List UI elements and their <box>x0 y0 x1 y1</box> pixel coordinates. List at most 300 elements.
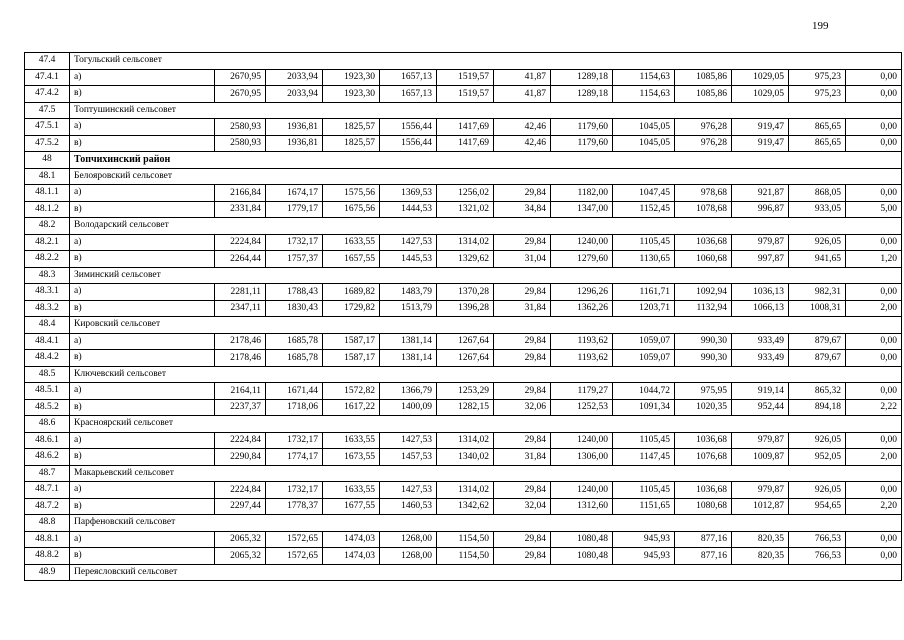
row-label: в) <box>70 399 215 416</box>
value-cell: 1252,53 <box>551 399 613 416</box>
value-cell: 1080,48 <box>551 548 613 565</box>
value-cell: 1757,37 <box>266 251 323 268</box>
table-row <box>25 383 902 400</box>
value-cell: 29,84 <box>494 185 551 202</box>
value-cell: 1657,55 <box>323 251 380 268</box>
value-cell: 1147,45 <box>613 449 675 466</box>
value-cell: 1381,14 <box>380 333 437 350</box>
value-cell: 919,47 <box>732 119 789 136</box>
value-cell: 1036,68 <box>675 482 732 499</box>
section-row <box>25 465 902 482</box>
value-cell: 0,00 <box>846 119 902 136</box>
row-label: в) <box>70 300 215 317</box>
settlement-name: Макарьевский сельсовет <box>70 465 902 482</box>
row-code: 48.8.1 <box>25 531 70 548</box>
value-cell: 2264,44 <box>215 251 266 268</box>
value-cell: 926,05 <box>789 482 846 499</box>
value-cell: 820,35 <box>732 531 789 548</box>
row-label: в) <box>70 449 215 466</box>
table-row <box>25 482 902 499</box>
value-cell: 1513,79 <box>380 300 437 317</box>
value-cell: 1689,82 <box>323 284 380 301</box>
value-cell: 1193,62 <box>551 333 613 350</box>
value-cell: 1370,28 <box>437 284 494 301</box>
value-cell: 2166,84 <box>215 185 266 202</box>
value-cell: 1267,64 <box>437 350 494 367</box>
value-cell: 894,18 <box>789 399 846 416</box>
value-cell: 41,87 <box>494 86 551 103</box>
value-cell: 1519,57 <box>437 69 494 86</box>
value-cell: 1203,71 <box>613 300 675 317</box>
value-cell: 1825,57 <box>323 135 380 152</box>
value-cell: 975,23 <box>789 69 846 86</box>
section-row <box>25 102 902 119</box>
row-label: а) <box>70 185 215 202</box>
value-cell: 945,93 <box>613 548 675 565</box>
settlement-name: Зиминский сельсовет <box>70 267 902 284</box>
value-cell: 979,87 <box>732 234 789 251</box>
value-cell: 29,84 <box>494 333 551 350</box>
value-cell: 1633,55 <box>323 482 380 499</box>
value-cell: 1154,50 <box>437 531 494 548</box>
table-body <box>25 53 902 581</box>
row-label: в) <box>70 548 215 565</box>
value-cell: 2,00 <box>846 300 902 317</box>
value-cell: 1657,13 <box>380 86 437 103</box>
row-code: 48.8.2 <box>25 548 70 565</box>
value-cell: 990,30 <box>675 350 732 367</box>
value-cell: 1154,63 <box>613 69 675 86</box>
section-row <box>25 366 902 383</box>
row-code: 48.2.2 <box>25 251 70 268</box>
value-cell: 1105,45 <box>613 432 675 449</box>
value-cell: 1685,78 <box>266 333 323 350</box>
value-cell: 868,05 <box>789 185 846 202</box>
district-name: Топчихинский район <box>70 152 902 169</box>
value-cell: 941,65 <box>789 251 846 268</box>
value-cell: 1340,02 <box>437 449 494 466</box>
row-code: 48.7.2 <box>25 498 70 515</box>
table-row <box>25 333 902 350</box>
value-cell: 1718,06 <box>266 399 323 416</box>
value-cell: 1572,82 <box>323 383 380 400</box>
value-cell: 1105,45 <box>613 482 675 499</box>
value-cell: 1460,53 <box>380 498 437 515</box>
value-cell: 2033,94 <box>266 69 323 86</box>
table-row <box>25 449 902 466</box>
row-code: 48.5 <box>25 366 70 383</box>
value-cell: 879,67 <box>789 333 846 350</box>
value-cell: 1774,17 <box>266 449 323 466</box>
row-label: в) <box>70 350 215 367</box>
value-cell: 1240,00 <box>551 432 613 449</box>
value-cell: 1076,68 <box>675 449 732 466</box>
value-cell: 1400,09 <box>380 399 437 416</box>
value-cell: 1732,17 <box>266 482 323 499</box>
value-cell: 1321,02 <box>437 201 494 218</box>
row-code: 48.4.2 <box>25 350 70 367</box>
value-cell: 1256,02 <box>437 185 494 202</box>
value-cell: 0,00 <box>846 86 902 103</box>
settlement-name: Ключевский сельсовет <box>70 366 902 383</box>
section-row <box>25 515 902 532</box>
value-cell: 865,32 <box>789 383 846 400</box>
value-cell: 1445,53 <box>380 251 437 268</box>
section-row <box>25 317 902 334</box>
table-row <box>25 498 902 515</box>
value-cell: 1008,31 <box>789 300 846 317</box>
value-cell: 766,53 <box>789 548 846 565</box>
row-code: 48.3.1 <box>25 284 70 301</box>
value-cell: 1519,57 <box>437 86 494 103</box>
value-cell: 1923,30 <box>323 86 380 103</box>
value-cell: 954,65 <box>789 498 846 515</box>
value-cell: 975,95 <box>675 383 732 400</box>
tariff-table <box>24 52 902 581</box>
value-cell: 1427,53 <box>380 482 437 499</box>
value-cell: 2065,32 <box>215 548 266 565</box>
section-row <box>25 53 902 70</box>
value-cell: 1066,13 <box>732 300 789 317</box>
settlement-name: Топтушинский сельсовет <box>70 102 902 119</box>
row-code: 48.5.1 <box>25 383 70 400</box>
value-cell: 877,16 <box>675 531 732 548</box>
value-cell: 1779,17 <box>266 201 323 218</box>
table-row <box>25 399 902 416</box>
value-cell: 1091,34 <box>613 399 675 416</box>
value-cell: 2224,84 <box>215 482 266 499</box>
value-cell: 29,84 <box>494 234 551 251</box>
value-cell: 919,14 <box>732 383 789 400</box>
value-cell: 0,00 <box>846 350 902 367</box>
value-cell: 1314,02 <box>437 482 494 499</box>
value-cell: 31,84 <box>494 300 551 317</box>
row-label: а) <box>70 432 215 449</box>
value-cell: 1657,13 <box>380 69 437 86</box>
value-cell: 1417,69 <box>437 119 494 136</box>
value-cell: 933,49 <box>732 350 789 367</box>
value-cell: 31,84 <box>494 449 551 466</box>
value-cell: 1253,29 <box>437 383 494 400</box>
value-cell: 0,00 <box>846 383 902 400</box>
value-cell: 1179,27 <box>551 383 613 400</box>
value-cell: 0,00 <box>846 432 902 449</box>
value-cell: 2670,95 <box>215 86 266 103</box>
settlement-name: Красноярский сельсовет <box>70 416 902 433</box>
value-cell: 0,00 <box>846 284 902 301</box>
row-code: 48.4 <box>25 317 70 334</box>
table-row <box>25 300 902 317</box>
row-code: 48.6.2 <box>25 449 70 466</box>
value-cell: 1633,55 <box>323 234 380 251</box>
value-cell: 0,00 <box>846 333 902 350</box>
value-cell: 1673,55 <box>323 449 380 466</box>
row-code: 48.3 <box>25 267 70 284</box>
table-row <box>25 251 902 268</box>
row-code: 47.4.1 <box>25 69 70 86</box>
value-cell: 2580,93 <box>215 135 266 152</box>
value-cell: 31,04 <box>494 251 551 268</box>
value-cell: 1085,86 <box>675 86 732 103</box>
row-label: а) <box>70 284 215 301</box>
row-code: 48.2 <box>25 218 70 235</box>
value-cell: 1617,22 <box>323 399 380 416</box>
value-cell: 2178,46 <box>215 333 266 350</box>
row-label: а) <box>70 234 215 251</box>
row-label: в) <box>70 86 215 103</box>
value-cell: 865,65 <box>789 119 846 136</box>
row-code: 48.6.1 <box>25 432 70 449</box>
value-cell: 1060,68 <box>675 251 732 268</box>
value-cell: 1085,86 <box>675 69 732 86</box>
row-code: 47.5 <box>25 102 70 119</box>
value-cell: 1179,60 <box>551 135 613 152</box>
row-code: 48.1 <box>25 168 70 185</box>
section-row <box>25 168 902 185</box>
row-label: а) <box>70 482 215 499</box>
value-cell: 1312,60 <box>551 498 613 515</box>
value-cell: 1474,03 <box>323 548 380 565</box>
value-cell: 1936,81 <box>266 119 323 136</box>
value-cell: 1732,17 <box>266 234 323 251</box>
value-cell: 933,05 <box>789 201 846 218</box>
value-cell: 1268,00 <box>380 548 437 565</box>
settlement-name: Володарский сельсовет <box>70 218 902 235</box>
value-cell: 29,84 <box>494 482 551 499</box>
settlement-name: Парфеновский сельсовет <box>70 515 902 532</box>
value-cell: 1267,64 <box>437 333 494 350</box>
value-cell: 1,20 <box>846 251 902 268</box>
row-code: 48.2.1 <box>25 234 70 251</box>
row-code: 48.1.2 <box>25 201 70 218</box>
value-cell: 1677,55 <box>323 498 380 515</box>
value-cell: 1671,44 <box>266 383 323 400</box>
value-cell: 32,06 <box>494 399 551 416</box>
value-cell: 1825,57 <box>323 119 380 136</box>
row-code: 47.5.1 <box>25 119 70 136</box>
row-label: в) <box>70 498 215 515</box>
value-cell: 1366,79 <box>380 383 437 400</box>
table-row <box>25 69 902 86</box>
value-cell: 0,00 <box>846 548 902 565</box>
value-cell: 1012,87 <box>732 498 789 515</box>
value-cell: 1036,68 <box>675 234 732 251</box>
value-cell: 1675,56 <box>323 201 380 218</box>
value-cell: 1045,05 <box>613 119 675 136</box>
value-cell: 1444,53 <box>380 201 437 218</box>
value-cell: 1457,53 <box>380 449 437 466</box>
table-row <box>25 201 902 218</box>
row-code: 48.6 <box>25 416 70 433</box>
value-cell: 1674,17 <box>266 185 323 202</box>
value-cell: 2237,37 <box>215 399 266 416</box>
row-label: в) <box>70 251 215 268</box>
value-cell: 1314,02 <box>437 234 494 251</box>
value-cell: 1732,17 <box>266 432 323 449</box>
value-cell: 766,53 <box>789 531 846 548</box>
value-cell: 820,35 <box>732 548 789 565</box>
value-cell: 1329,62 <box>437 251 494 268</box>
value-cell: 1778,37 <box>266 498 323 515</box>
value-cell: 29,84 <box>494 284 551 301</box>
row-label: в) <box>70 135 215 152</box>
value-cell: 1347,00 <box>551 201 613 218</box>
row-code: 48.1.1 <box>25 185 70 202</box>
value-cell: 1080,68 <box>675 498 732 515</box>
value-cell: 1633,55 <box>323 432 380 449</box>
settlement-name: Переясловский сельсовет <box>70 564 902 581</box>
value-cell: 1427,53 <box>380 432 437 449</box>
value-cell: 29,84 <box>494 350 551 367</box>
value-cell: 865,65 <box>789 135 846 152</box>
value-cell: 2178,46 <box>215 350 266 367</box>
value-cell: 2224,84 <box>215 234 266 251</box>
value-cell: 1182,00 <box>551 185 613 202</box>
value-cell: 2580,93 <box>215 119 266 136</box>
value-cell: 1685,78 <box>266 350 323 367</box>
value-cell: 0,00 <box>846 482 902 499</box>
value-cell: 1179,60 <box>551 119 613 136</box>
value-cell: 0,00 <box>846 135 902 152</box>
value-cell: 1830,43 <box>266 300 323 317</box>
value-cell: 1729,82 <box>323 300 380 317</box>
value-cell: 0,00 <box>846 531 902 548</box>
value-cell: 1369,53 <box>380 185 437 202</box>
value-cell: 2670,95 <box>215 69 266 86</box>
value-cell: 1132,94 <box>675 300 732 317</box>
value-cell: 1047,45 <box>613 185 675 202</box>
value-cell: 1193,62 <box>551 350 613 367</box>
value-cell: 1923,30 <box>323 69 380 86</box>
value-cell: 990,30 <box>675 333 732 350</box>
value-cell: 921,87 <box>732 185 789 202</box>
value-cell: 1289,18 <box>551 86 613 103</box>
value-cell: 1151,65 <box>613 498 675 515</box>
value-cell: 1575,56 <box>323 185 380 202</box>
value-cell: 1362,26 <box>551 300 613 317</box>
row-code: 47.4.2 <box>25 86 70 103</box>
section-row <box>25 152 902 169</box>
value-cell: 1788,43 <box>266 284 323 301</box>
value-cell: 1036,68 <box>675 432 732 449</box>
section-row <box>25 564 902 581</box>
row-label: а) <box>70 531 215 548</box>
value-cell: 1020,35 <box>675 399 732 416</box>
value-cell: 1154,63 <box>613 86 675 103</box>
value-cell: 2224,84 <box>215 432 266 449</box>
value-cell: 1587,17 <box>323 333 380 350</box>
value-cell: 32,04 <box>494 498 551 515</box>
value-cell: 2331,84 <box>215 201 266 218</box>
row-label: а) <box>70 119 215 136</box>
value-cell: 2297,44 <box>215 498 266 515</box>
value-cell: 29,84 <box>494 548 551 565</box>
row-code: 48.8 <box>25 515 70 532</box>
value-cell: 1009,87 <box>732 449 789 466</box>
value-cell: 997,87 <box>732 251 789 268</box>
value-cell: 1268,00 <box>380 531 437 548</box>
settlement-name: Кировский сельсовет <box>70 317 902 334</box>
value-cell: 1572,65 <box>266 548 323 565</box>
value-cell: 2281,11 <box>215 284 266 301</box>
value-cell: 1427,53 <box>380 234 437 251</box>
value-cell: 979,87 <box>732 432 789 449</box>
row-label: а) <box>70 333 215 350</box>
value-cell: 1059,07 <box>613 350 675 367</box>
value-cell: 945,93 <box>613 531 675 548</box>
value-cell: 879,67 <box>789 350 846 367</box>
table-row <box>25 185 902 202</box>
value-cell: 1396,28 <box>437 300 494 317</box>
value-cell: 1342,62 <box>437 498 494 515</box>
value-cell: 0,00 <box>846 234 902 251</box>
value-cell: 975,23 <box>789 86 846 103</box>
value-cell: 1080,48 <box>551 531 613 548</box>
value-cell: 1154,50 <box>437 548 494 565</box>
value-cell: 1381,14 <box>380 350 437 367</box>
value-cell: 1105,45 <box>613 234 675 251</box>
row-code: 48.4.1 <box>25 333 70 350</box>
value-cell: 2065,32 <box>215 531 266 548</box>
table-row <box>25 531 902 548</box>
value-cell: 1483,79 <box>380 284 437 301</box>
value-cell: 41,87 <box>494 69 551 86</box>
value-cell: 0,00 <box>846 185 902 202</box>
value-cell: 952,05 <box>789 449 846 466</box>
value-cell: 933,49 <box>732 333 789 350</box>
table-row <box>25 350 902 367</box>
value-cell: 1161,71 <box>613 284 675 301</box>
row-code: 48 <box>25 152 70 169</box>
table-row <box>25 548 902 565</box>
value-cell: 1289,18 <box>551 69 613 86</box>
settlement-name: Тогульский сельсовет <box>70 53 902 70</box>
value-cell: 1474,03 <box>323 531 380 548</box>
value-cell: 976,28 <box>675 119 732 136</box>
value-cell: 1306,00 <box>551 449 613 466</box>
value-cell: 1572,65 <box>266 531 323 548</box>
table-row <box>25 234 902 251</box>
value-cell: 29,84 <box>494 432 551 449</box>
value-cell: 979,87 <box>732 482 789 499</box>
value-cell: 1936,81 <box>266 135 323 152</box>
value-cell: 0,00 <box>846 69 902 86</box>
value-cell: 1279,60 <box>551 251 613 268</box>
value-cell: 926,05 <box>789 234 846 251</box>
row-code: 48.3.2 <box>25 300 70 317</box>
value-cell: 952,44 <box>732 399 789 416</box>
value-cell: 29,84 <box>494 531 551 548</box>
table-row <box>25 432 902 449</box>
value-cell: 34,84 <box>494 201 551 218</box>
value-cell: 1152,45 <box>613 201 675 218</box>
row-code: 47.4 <box>25 53 70 70</box>
value-cell: 1036,13 <box>732 284 789 301</box>
value-cell: 1296,26 <box>551 284 613 301</box>
row-label: в) <box>70 201 215 218</box>
value-cell: 1556,44 <box>380 135 437 152</box>
table-row <box>25 86 902 103</box>
value-cell: 1130,65 <box>613 251 675 268</box>
value-cell: 926,05 <box>789 432 846 449</box>
value-cell: 1240,00 <box>551 482 613 499</box>
section-row <box>25 218 902 235</box>
value-cell: 1556,44 <box>380 119 437 136</box>
value-cell: 2290,84 <box>215 449 266 466</box>
value-cell: 2,20 <box>846 498 902 515</box>
section-row <box>25 416 902 433</box>
value-cell: 976,28 <box>675 135 732 152</box>
